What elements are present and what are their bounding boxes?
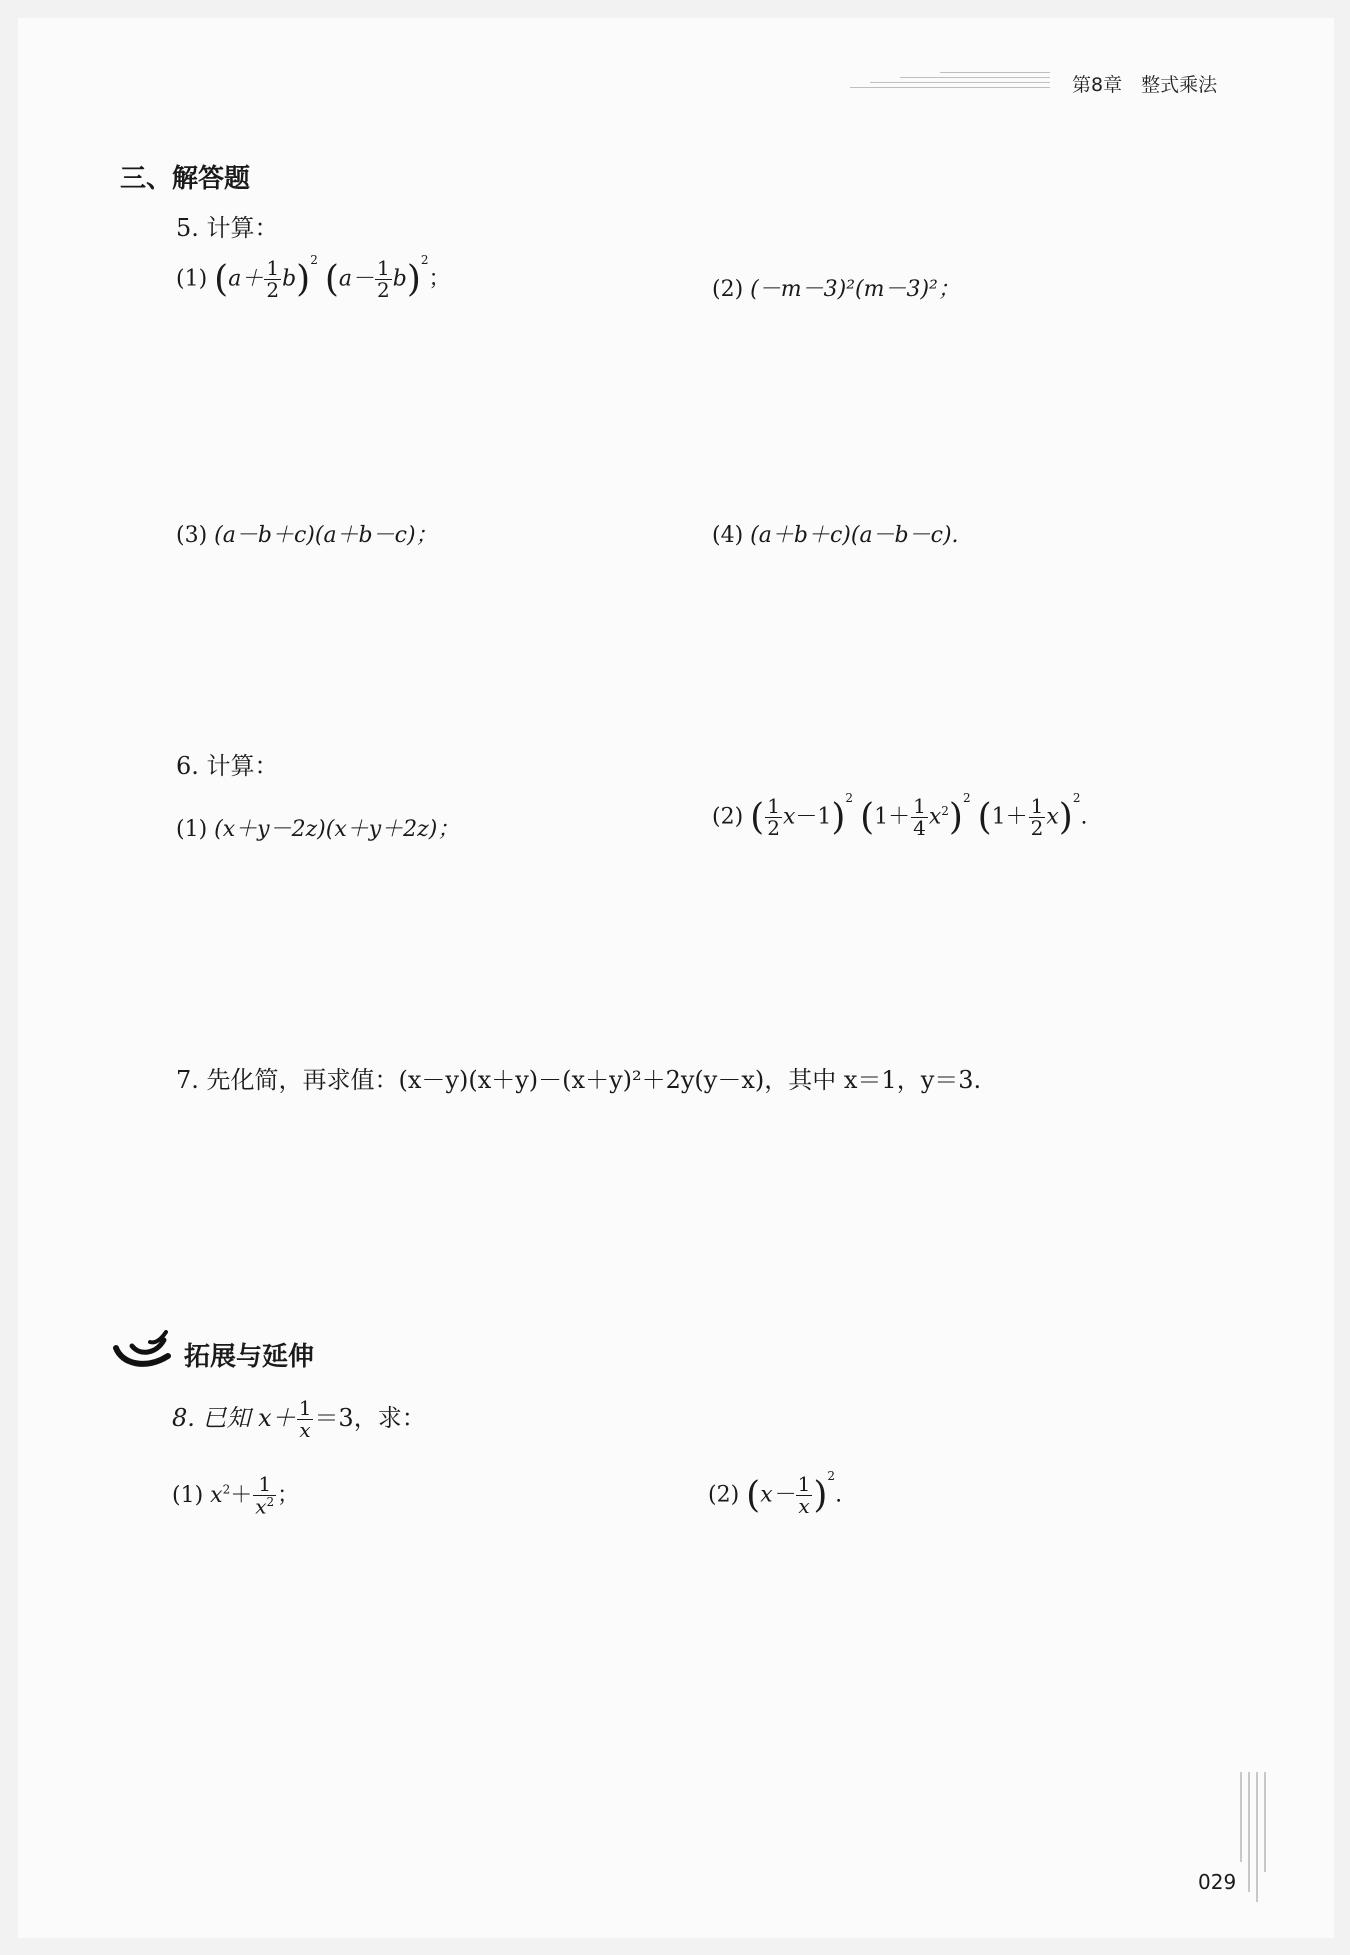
q6-part2: (2) ( $\frac{1}{2}$ x－1)$^2$ (1＋ $\frac{1}{4}$ $x^2)^2$ (1＋ $\frac{1}{2}$ x)$^2$. (712, 790, 1088, 840)
q8-part1: (1) $x^2+$ $\frac{1}{x^2}$ ； (172, 1472, 300, 1519)
q8-title: 8. 已知 x＋ $\frac{1}{x}=3$，求： (172, 1396, 426, 1442)
q5-part1: (1) (a＋ $\frac{1}{2}$ b)$^2$ (a－ $\frac{1}{2}$ b)$^2$； (176, 252, 451, 302)
extension-title: 拓展与延伸 (184, 1342, 315, 1372)
q5-title: 5. 计算： (176, 214, 279, 242)
q6-title: 6. 计算： (176, 752, 279, 780)
fraction-half: $\frac{1}{2}$ (377, 256, 390, 302)
chapter-header: 第8章 整式乘法 (1072, 74, 1218, 96)
fraction-half: $\frac{1}{2}$ (266, 256, 280, 302)
q8-part2: (2) (x－ $\frac{1}{x})^2$. (708, 1468, 843, 1518)
header-decoration (850, 72, 1050, 94)
q5-part2: (2) (－m－3)²(m－3)²； (712, 277, 960, 302)
page (18, 18, 1334, 1938)
label: (1) (176, 266, 208, 292)
q7-text: 7. 先化简，再求值：(x－y)(x＋y)－(x＋y)²＋2y(y－x)，其中 x＝1，y＝3. (176, 1066, 982, 1094)
page-number: 029 (1198, 1870, 1237, 1894)
q6-part1: (1) (x＋y－2z)(x＋y＋2z)； (176, 817, 460, 842)
q5-part3: (3) (a－b＋c)(a＋b－c)； (176, 523, 438, 548)
q5-part4: (4) (a＋b＋c)(a－b－c). (712, 523, 959, 548)
section-title: 三、解答题 (120, 164, 251, 194)
extension-swoosh-icon (112, 1330, 178, 1372)
